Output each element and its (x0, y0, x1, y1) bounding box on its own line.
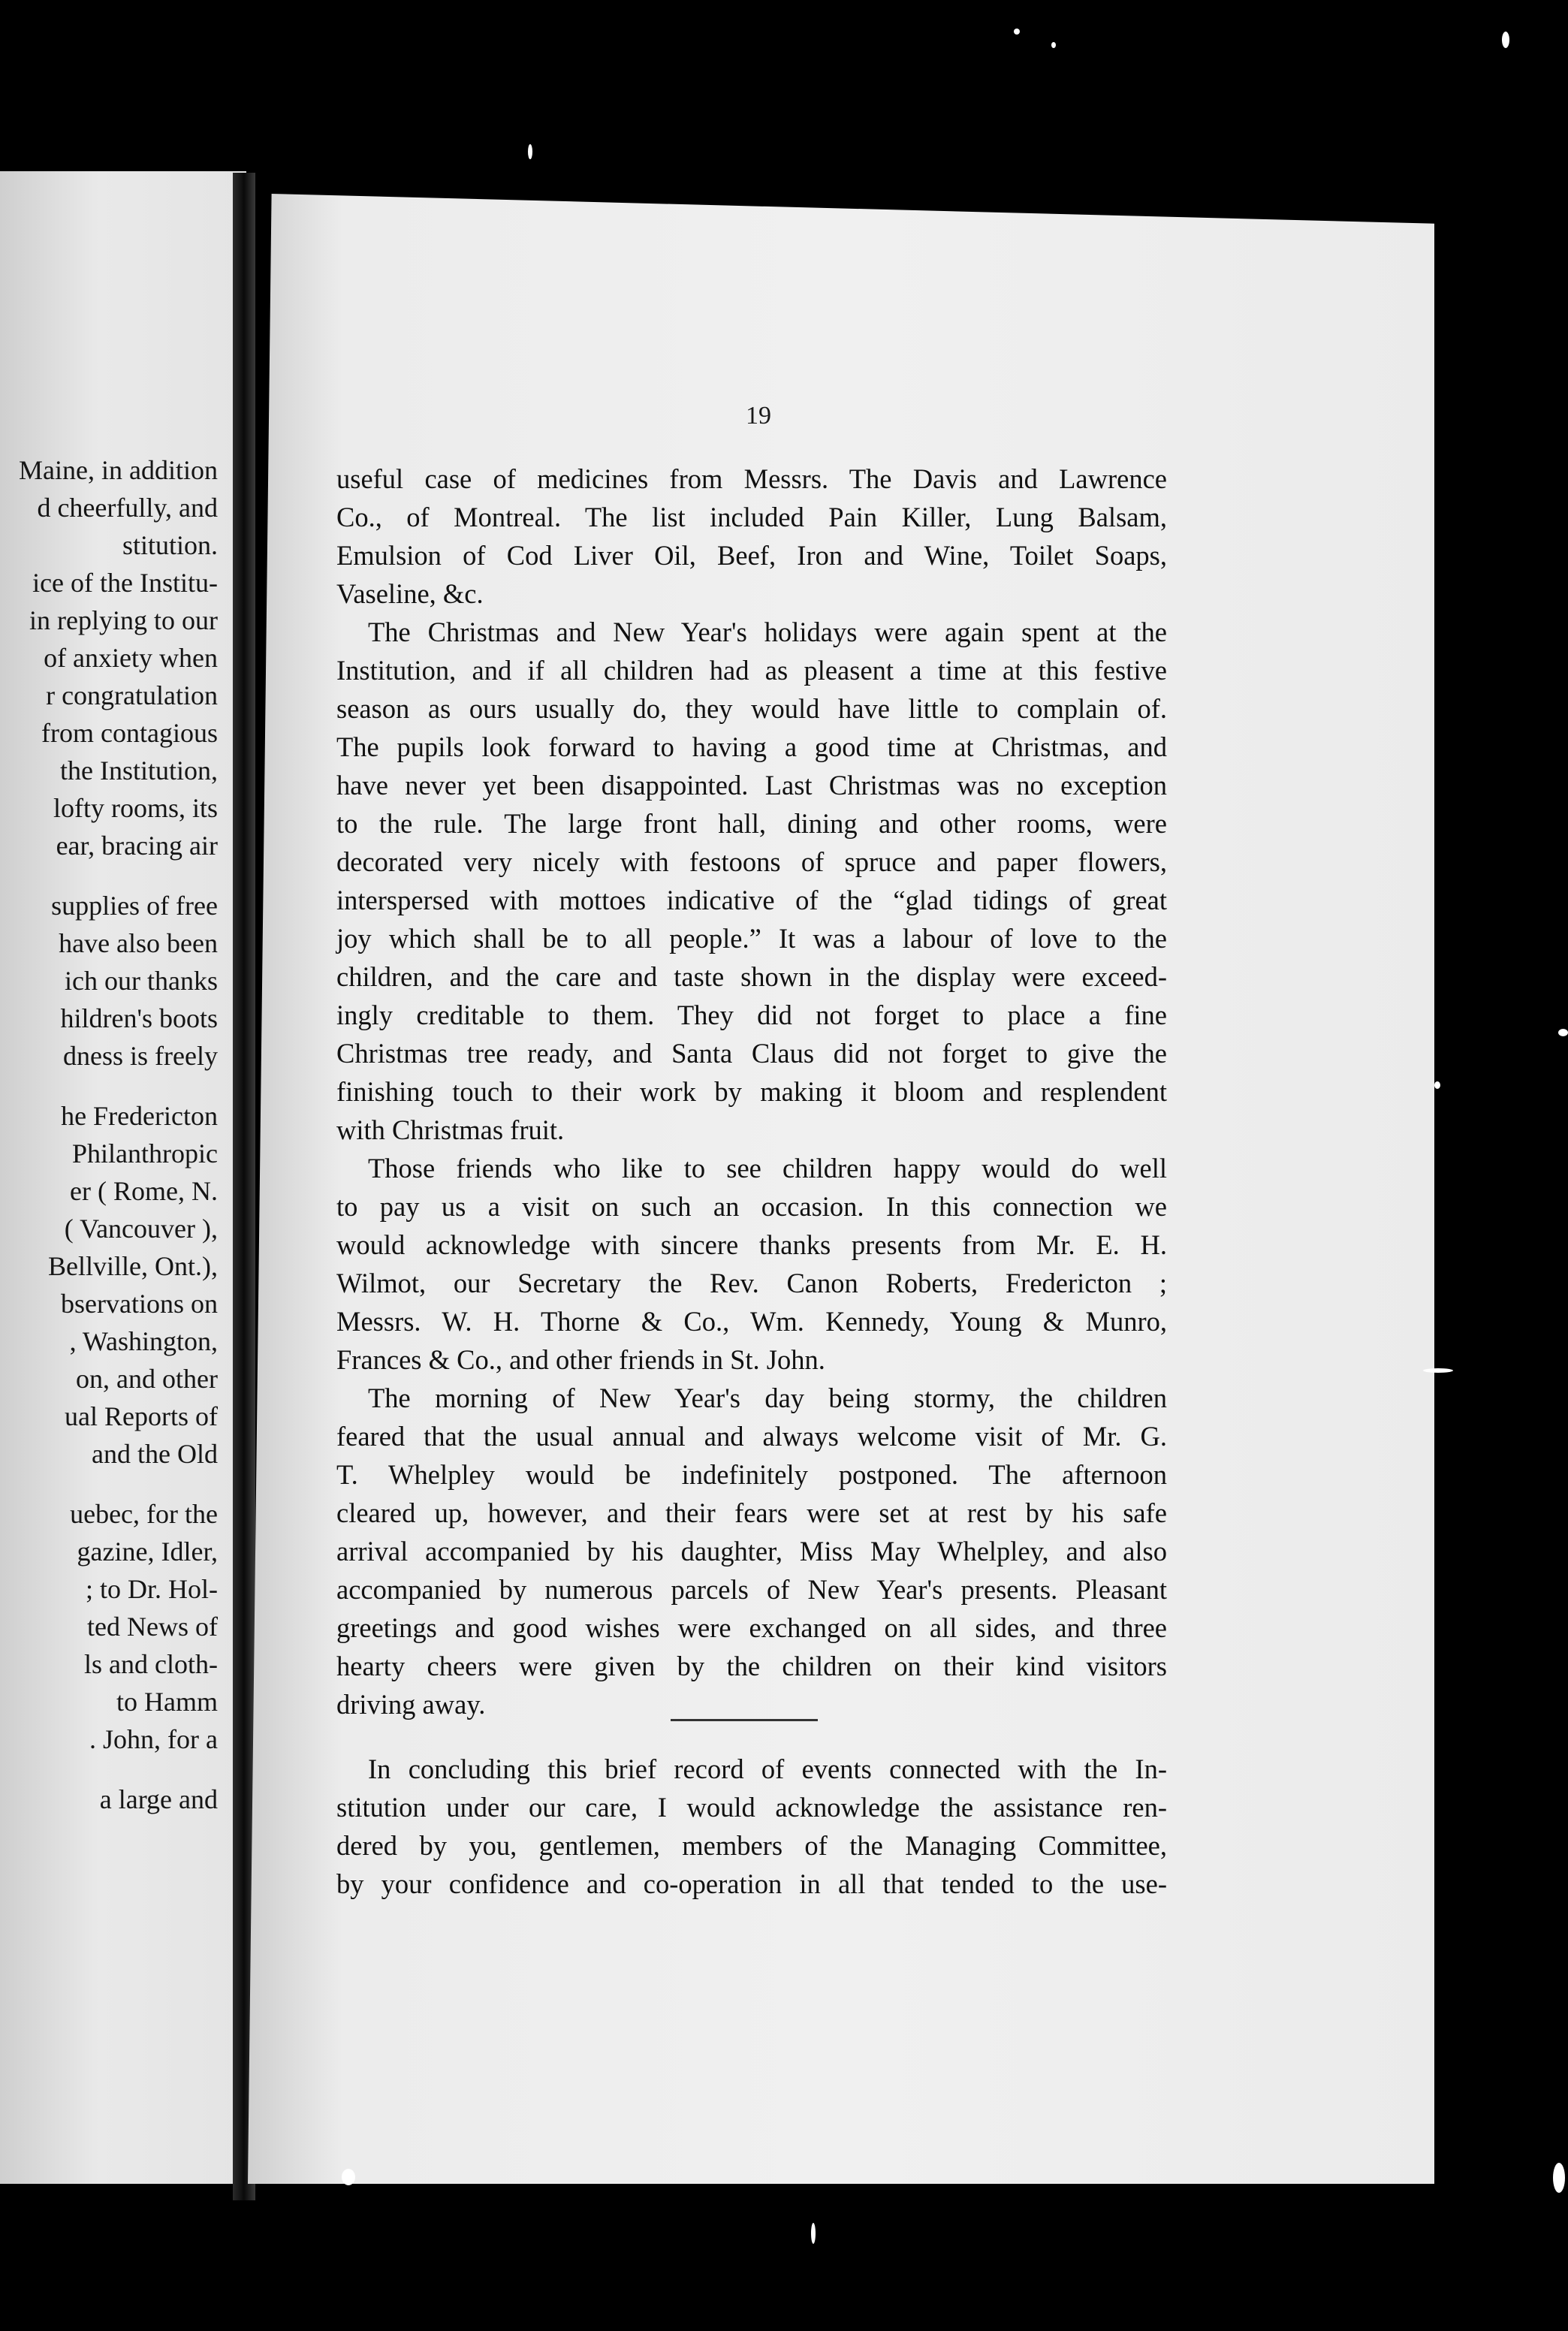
text-line: interspersed with mottoes indicative of the “glad tidings of great (336, 885, 1167, 915)
previous-page-line: in replying to our (29, 605, 218, 635)
closing-paragraph (336, 1750, 1167, 1903)
previous-page-line: hildren's boots (60, 1003, 218, 1033)
text-line: Those friends who like to see children happy would do well (368, 1153, 1167, 1184)
film-speck (1014, 29, 1020, 35)
previous-page-line: on, and other (76, 1364, 218, 1394)
previous-page-line: r congratulation (46, 680, 218, 710)
section-divider (671, 1719, 818, 1721)
text-line: useful case of medicines from Messrs. The Davis and Lawrence (336, 463, 1167, 494)
text-line: to the rule. The large front hall, dining and other rooms, were (336, 808, 1167, 839)
previous-page-line: a large and (99, 1784, 218, 1814)
previous-page-line: Bellville, Ont.), (48, 1251, 218, 1281)
text-line: Messrs. W. H. Thorne & Co., Wm. Kennedy, Young & Munro, (336, 1306, 1167, 1337)
text-line: T. Whelpley would be indefinitely postponed. The afternoon (336, 1459, 1167, 1490)
text-line: finishing touch to their work by making it bloom and resplendent (336, 1076, 1167, 1107)
previous-page-line: Maine, in addition (19, 455, 218, 485)
film-speck (1553, 2163, 1565, 2193)
previous-page-line: ice of the Institu- (32, 568, 218, 598)
text-line: by your confidence and co-operation in all that tended to the use- (336, 1868, 1167, 1899)
text-line: hearty cheers were given by the children on their kind visitors (336, 1651, 1167, 1681)
previous-page-line: he Fredericton (61, 1101, 218, 1131)
text-line: cleared up, however, and their fears were set at rest by his safe (336, 1497, 1167, 1528)
previous-page-line: . John, for a (89, 1724, 218, 1754)
film-speck (811, 2223, 816, 2244)
previous-page-line: have also been (59, 928, 218, 958)
text-line: Frances & Co., and other friends in St. John. (336, 1344, 825, 1375)
text-line: arrival accompanied by his daughter, Miss May Whelpley, and also (336, 1536, 1167, 1567)
text-line: Emulsion of Cod Liver Oil, Beef, Iron and Wine, Toilet Soaps, (336, 540, 1167, 571)
text-line: dered by you, gentlemen, members of the Managing Committee, (336, 1830, 1167, 1861)
text-line: greetings and good wishes were exchanged on all sides, and three (336, 1612, 1167, 1643)
previous-page-line: Philanthropic (72, 1138, 218, 1169)
text-line: feared that the usual annual and always welcome visit of Mr. G. (336, 1421, 1167, 1452)
text-line: have never yet been disappointed. Last Christmas was no exception (336, 770, 1167, 801)
previous-page-line: dness is freely (63, 1041, 218, 1071)
film-speck (342, 2169, 355, 2185)
text-line: The morning of New Year's day being stormy, the children (368, 1383, 1167, 1413)
text-line: season as ours usually do, they would have little to complain of. (336, 693, 1167, 724)
previous-page-line: ls and cloth- (84, 1649, 218, 1679)
previous-page-line: ual Reports of (65, 1401, 218, 1431)
text-line: ingly creditable to them. They did not forget to place a fine (336, 1000, 1167, 1030)
previous-page-line: ted News of (87, 1612, 218, 1642)
previous-page-line: the Institution, (60, 755, 218, 786)
previous-page-line: ( Vancouver ), (64, 1214, 218, 1244)
film-speck (1423, 1368, 1453, 1373)
previous-page-line: gazine, Idler, (77, 1536, 218, 1567)
previous-page-line: , Washington, (69, 1326, 218, 1356)
previous-page-line: ich our thanks (65, 966, 218, 996)
text-line: The Christmas and New Year's holidays were again spent at the (368, 617, 1167, 647)
previous-page-line: er ( Rome, N. (70, 1176, 218, 1206)
page-number: 19 (746, 402, 771, 430)
text-line: The pupils look forward to having a good time at Christmas, and (336, 731, 1167, 762)
previous-page-line: bservations on (61, 1289, 218, 1319)
film-speck (1502, 32, 1509, 48)
text-line: with Christmas fruit. (336, 1114, 565, 1145)
previous-page-line: ; to Dr. Hol- (86, 1574, 218, 1604)
previous-page-line: to Hamm (116, 1687, 218, 1717)
text-line: to pay us a visit on such an occasion. In this connection we (336, 1191, 1167, 1222)
text-line: driving away. (336, 1689, 486, 1720)
previous-page-line: supplies of free (51, 891, 218, 921)
previous-page-line: lofty rooms, its (53, 793, 218, 823)
text-line: Vaseline, &c. (336, 578, 484, 609)
previous-page-line: from contagious (41, 718, 218, 748)
text-line: Christmas tree ready, and Santa Claus did not forget to give the (336, 1038, 1167, 1069)
film-speck (528, 144, 532, 159)
text-line: joy which shall be to all people.” It was a labour of love to the (336, 923, 1167, 954)
previous-page-line: ear, bracing air (56, 831, 218, 861)
previous-page-line: stitution. (122, 530, 218, 560)
text-line: would acknowledge with sincere thanks presents from Mr. E. H. (336, 1229, 1167, 1260)
previous-page (0, 171, 246, 2184)
text-line: decorated very nicely with festoons of spruce and paper flowers, (336, 846, 1167, 877)
text-line: In concluding this brief record of events connected with the In- (368, 1754, 1167, 1784)
previous-page-line: d cheerfully, and (37, 493, 218, 523)
previous-page-line: and the Old (92, 1439, 218, 1469)
previous-page-line: of anxiety when (44, 643, 218, 673)
film-speck (1558, 1029, 1568, 1036)
text-line: accompanied by numerous parcels of New Year's presents. Pleasant (336, 1574, 1167, 1605)
page-body (336, 460, 1167, 1723)
text-line: Wilmot, our Secretary the Rev. Canon Roberts, Fredericton ; (336, 1268, 1167, 1298)
text-line: children, and the care and taste shown in the display were exceed- (336, 961, 1167, 992)
text-line: Institution, and if all children had as pleasent a time at this festive (336, 655, 1167, 686)
film-speck (1051, 42, 1056, 48)
film-speck (1434, 1081, 1440, 1089)
text-line: Co., of Montreal. The list included Pain Killer, Lung Balsam, (336, 502, 1167, 532)
previous-page-line: uebec, for the (70, 1499, 218, 1529)
text-line: stitution under our care, I would acknowledge the assistance ren- (336, 1792, 1167, 1823)
